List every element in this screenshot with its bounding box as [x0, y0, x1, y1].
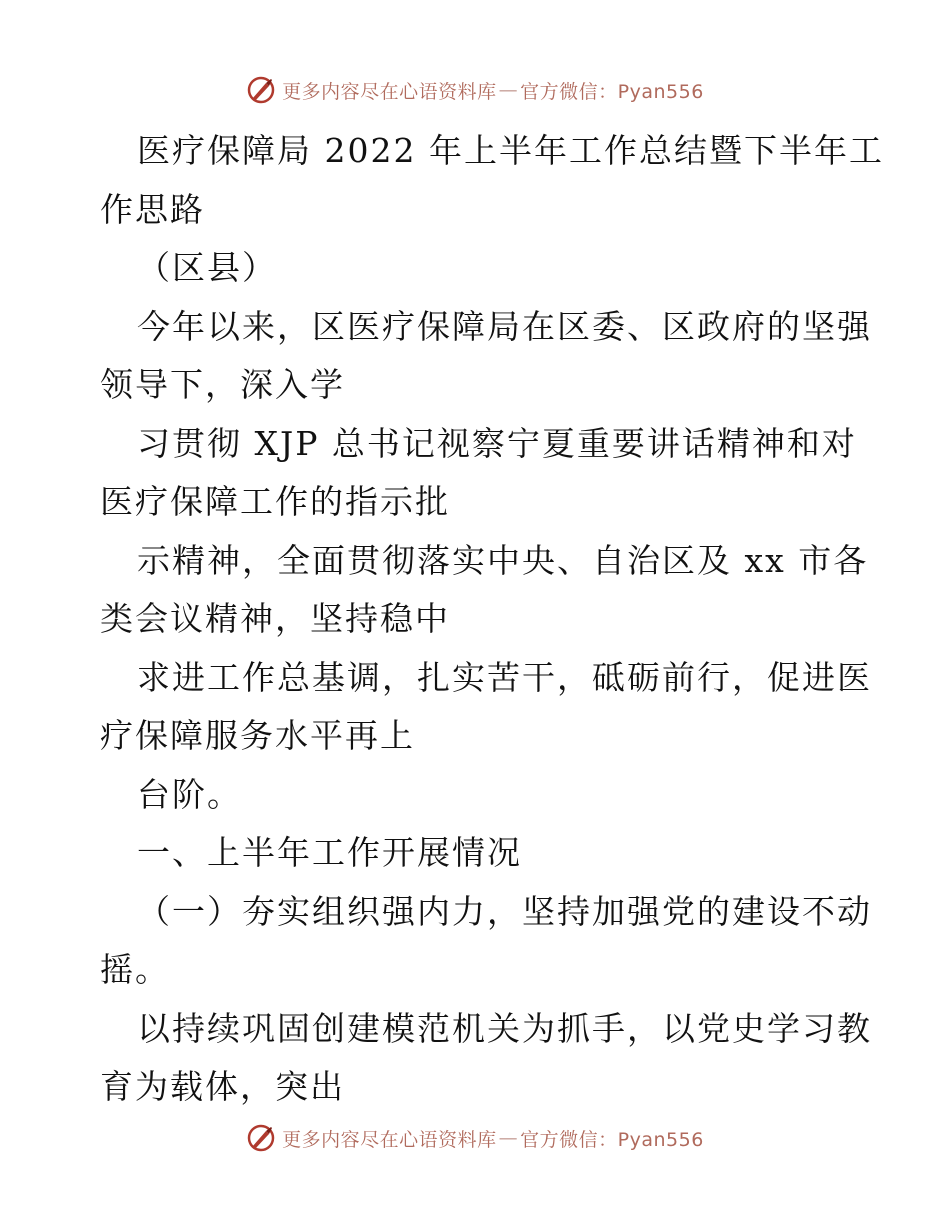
text-line: （区县）	[137, 248, 277, 287]
watermark-brand-text: 更多内容尽在心语资料库	[282, 80, 497, 103]
header-watermark	[0, 70, 950, 110]
text-line: 以持续巩固创建模范机关为抓手，以党史学习教	[137, 1008, 872, 1048]
text-line: 疗保障服务水平再上	[100, 716, 415, 755]
text-line: 示精神，全面贯彻落实中央、自治区及 xx 市各	[137, 540, 869, 580]
text-line: 医疗保障工作的指示批	[100, 482, 450, 521]
text-line: 领导下，深入学	[100, 365, 345, 404]
text-line: 类会议精神，坚持稳中	[100, 599, 450, 638]
document-body	[100, 122, 884, 1117]
text-line: 台阶。	[137, 774, 242, 814]
text-line: 作思路	[100, 189, 205, 229]
text-line: 求进工作总基调，扎实苦干，砥砺前行，促进医	[137, 657, 872, 697]
text-line: 习贯彻 XJP 总书记视察宁夏重要讲话精神和对	[137, 423, 857, 463]
text-line: 一、上半年工作开展情况	[137, 833, 522, 872]
text-line: 医疗保障局 2022 年上半年工作总结暨下半年工	[137, 131, 884, 170]
watermark-contact-text: 官方微信：Pyan556	[520, 1128, 704, 1151]
footer-watermark	[0, 1118, 950, 1158]
quill-pen-circle-icon	[246, 1123, 276, 1153]
text-line: （一）夯实组织强内力，坚持加强党的建设不动	[137, 891, 872, 931]
watermark-separator: —	[498, 79, 519, 101]
watermark-contact-text: 官方微信：Pyan556	[520, 80, 704, 103]
watermark-separator: —	[498, 1127, 519, 1149]
text-line: 今年以来，区医疗保障局在区委、区政府的坚强	[137, 306, 872, 346]
text-line: 摇。	[100, 950, 170, 989]
quill-pen-circle-icon	[246, 75, 276, 105]
text-line: 育为载体，突出	[100, 1067, 345, 1106]
watermark-brand-text: 更多内容尽在心语资料库	[282, 1128, 497, 1151]
